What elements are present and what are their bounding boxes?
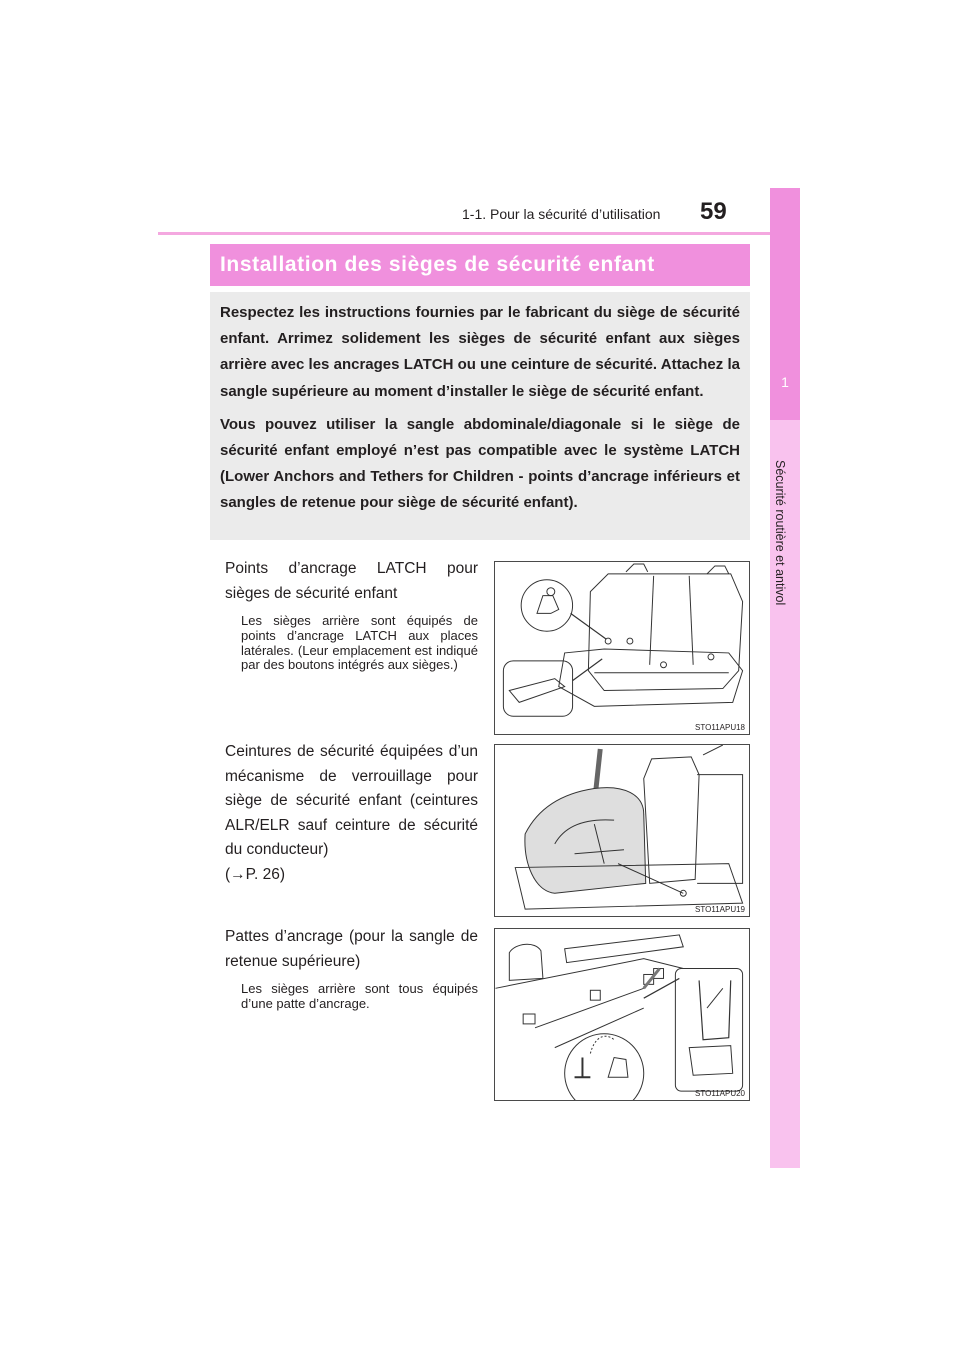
item-title: Ceintures de sécurité équipées d’un mécanisme de verrouillage pour siège de sécurité enfant (ceintures ALR/ELR sauf ceinture de sécurité du conducteur)	[225, 743, 478, 858]
chapter-label: Sécurité routière et antivol	[773, 460, 787, 606]
latch-anchors-item	[225, 557, 478, 673]
item-title: Points d’ancrage LATCH pour sièges de sécurité enfant	[225, 560, 478, 602]
anchor-brackets-item	[225, 925, 478, 1012]
intro-box	[210, 292, 750, 540]
intro-paragraph-1: Respectez les instructions fournies par le fabricant du siège de sécurité enfant. Arrimez solidement les sièges de sécurité enfant aux sièges arrière avec les ancrages LATCH ou une ceinture de sécurité. Attachez la sangle supérieure au moment d’installer le siège de sécurité enfant.	[220, 304, 740, 400]
chapter-number: 1	[781, 374, 789, 390]
figure-code: STO11APU20	[695, 1089, 745, 1098]
section-title: Installation des sièges de sécurité enfant	[210, 244, 750, 286]
running-header: 1-1. Pour la sécurité d’utilisation	[462, 206, 661, 222]
anchor-brackets-illustration	[494, 928, 750, 1101]
child-seat-belt-illustration	[494, 744, 750, 917]
child-seat-drawing	[495, 745, 749, 916]
page-number: 59	[700, 198, 727, 225]
header-rule	[158, 232, 798, 235]
latch-anchors-illustration	[494, 561, 750, 735]
cargo-area-drawing	[495, 929, 749, 1100]
item-description: Les sièges arrière sont équipés de points d’ancrage LATCH aux places latérales. (Leur emplacement est indiqué par des boutons intégrés aux sièges.)	[241, 613, 478, 673]
intro-paragraph-2: Vous pouvez utiliser la sangle abdominale/diagonale si le siège de sécurité enfant employé n’est pas compatible avec le système LATCH (Lower Anchors and Tethers for Children - points d’ancrage inférieurs et sangles de retenue pour siège de sécurité enfant).	[220, 415, 740, 512]
item-description: Les sièges arrière sont tous équipés d’une patte d’ancrage.	[241, 981, 478, 1011]
page-reference[interactable]: (→P. 26)	[225, 865, 286, 883]
item-title: Pattes d’ancrage (pour la sangle de retenue supérieure)	[225, 928, 478, 970]
figure-code: STO11APU19	[695, 905, 745, 914]
figure-code: STO11APU18	[695, 723, 745, 732]
rear-seat-drawing	[495, 562, 749, 734]
alr-elr-belts-item	[225, 740, 478, 887]
